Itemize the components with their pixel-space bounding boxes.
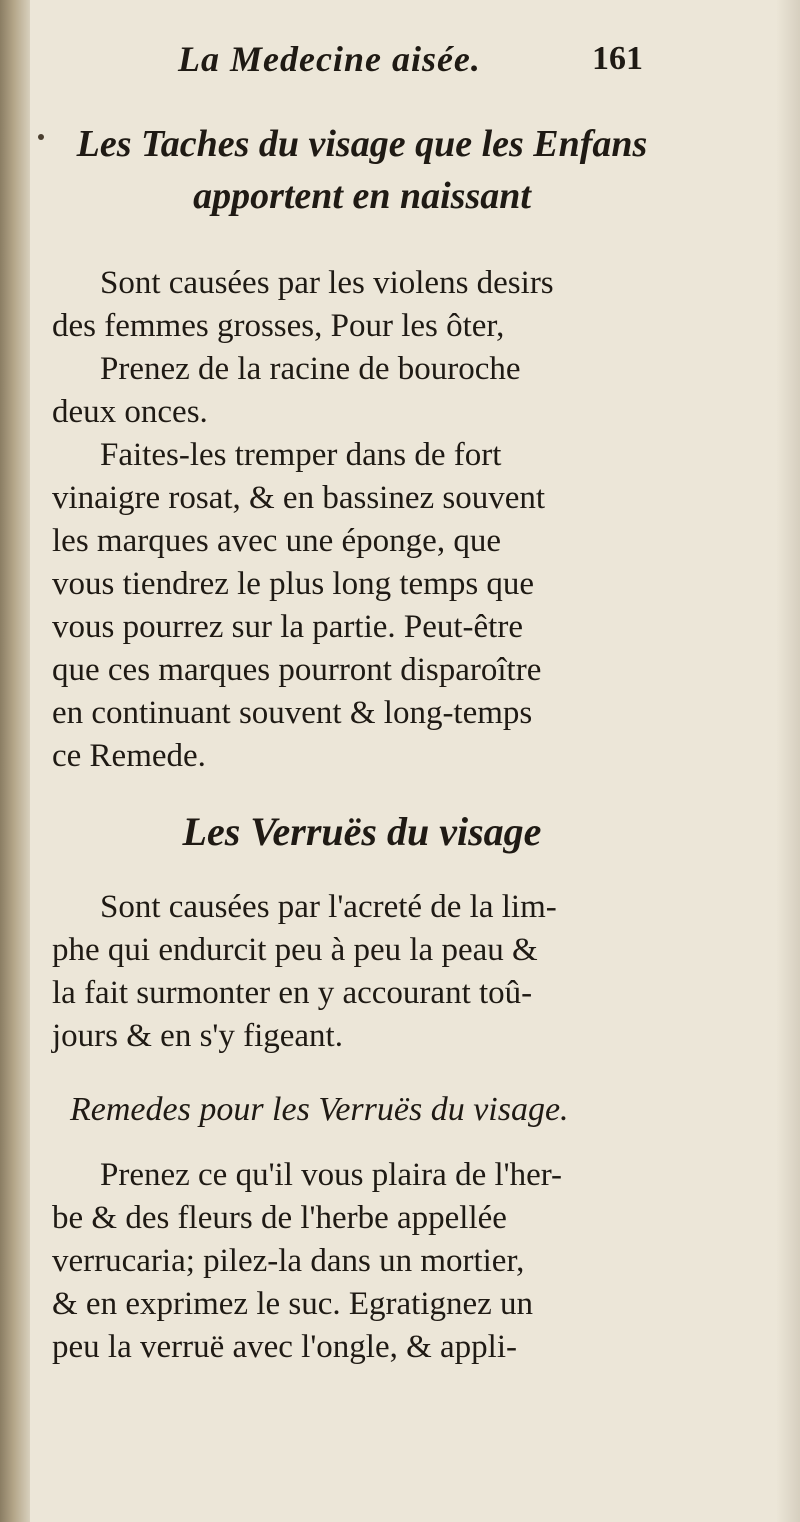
paragraph (52, 434, 672, 778)
section-heading-verrues: Les Verruës du visage (182, 809, 542, 854)
text-line: verrucaria; pilez-la dans un mortier, (52, 1243, 525, 1279)
section-heading-taches (52, 118, 672, 222)
text-line: vous pourrez sur la partie. Peut-être (52, 609, 523, 645)
text-line: vous tiendrez le plus long temps que (52, 566, 535, 602)
text-line: jours & en s'y figeant. (52, 1018, 343, 1054)
page-spine-shadow (0, 0, 30, 1522)
page-content (52, 38, 672, 1369)
section-heading-line: Les Taches du visage que les Enfans (76, 123, 648, 165)
text-line: Prenez ce qu'il vous plaira de l'her- (100, 1157, 563, 1193)
paragraph (52, 262, 672, 348)
section-heading-remedes: Remedes pour les Verruës du visage. (70, 1091, 569, 1128)
text-line: Sont causées par l'acreté de la lim- (100, 889, 557, 925)
text-line: ce Remede. (52, 738, 206, 774)
text-line: Faites-les tremper dans de fort (100, 437, 502, 473)
section-heading-line: apportent en naissant (193, 175, 531, 217)
page-number: 161 (592, 40, 643, 77)
text-line: & en exprimez le suc. Egratignez un (52, 1286, 534, 1322)
ink-mark (38, 134, 44, 140)
running-title: La Medecine aisée. (178, 39, 481, 79)
text-line: que ces marques pourront disparoître (52, 652, 542, 688)
text-line: Sont causées par les violens desirs (100, 265, 554, 301)
paragraph (52, 348, 672, 434)
paragraph (52, 1154, 672, 1369)
text-line: Prenez de la racine de bouroche (100, 351, 521, 387)
paragraph (52, 886, 672, 1058)
text-line: la fait surmonter en y accourant toû- (52, 975, 533, 1011)
text-line: vinaigre rosat, & en bassinez souvent (52, 480, 546, 516)
text-line: be & des fleurs de l'herbe appellée (52, 1200, 507, 1236)
text-line: des femmes grosses, Pour les ôter, (52, 308, 505, 344)
text-line: phe qui endurcit peu à peu la peau & (52, 932, 538, 968)
text-line: les marques avec une éponge, que (52, 523, 501, 559)
text-line: peu la verruë avec l'ongle, & appli- (52, 1329, 517, 1365)
page-edge-shadow (776, 0, 800, 1522)
text-line: en continuant souvent & long-temps (52, 695, 533, 731)
text-line: deux onces. (52, 394, 208, 430)
spacer (52, 222, 672, 262)
running-head (52, 38, 672, 98)
